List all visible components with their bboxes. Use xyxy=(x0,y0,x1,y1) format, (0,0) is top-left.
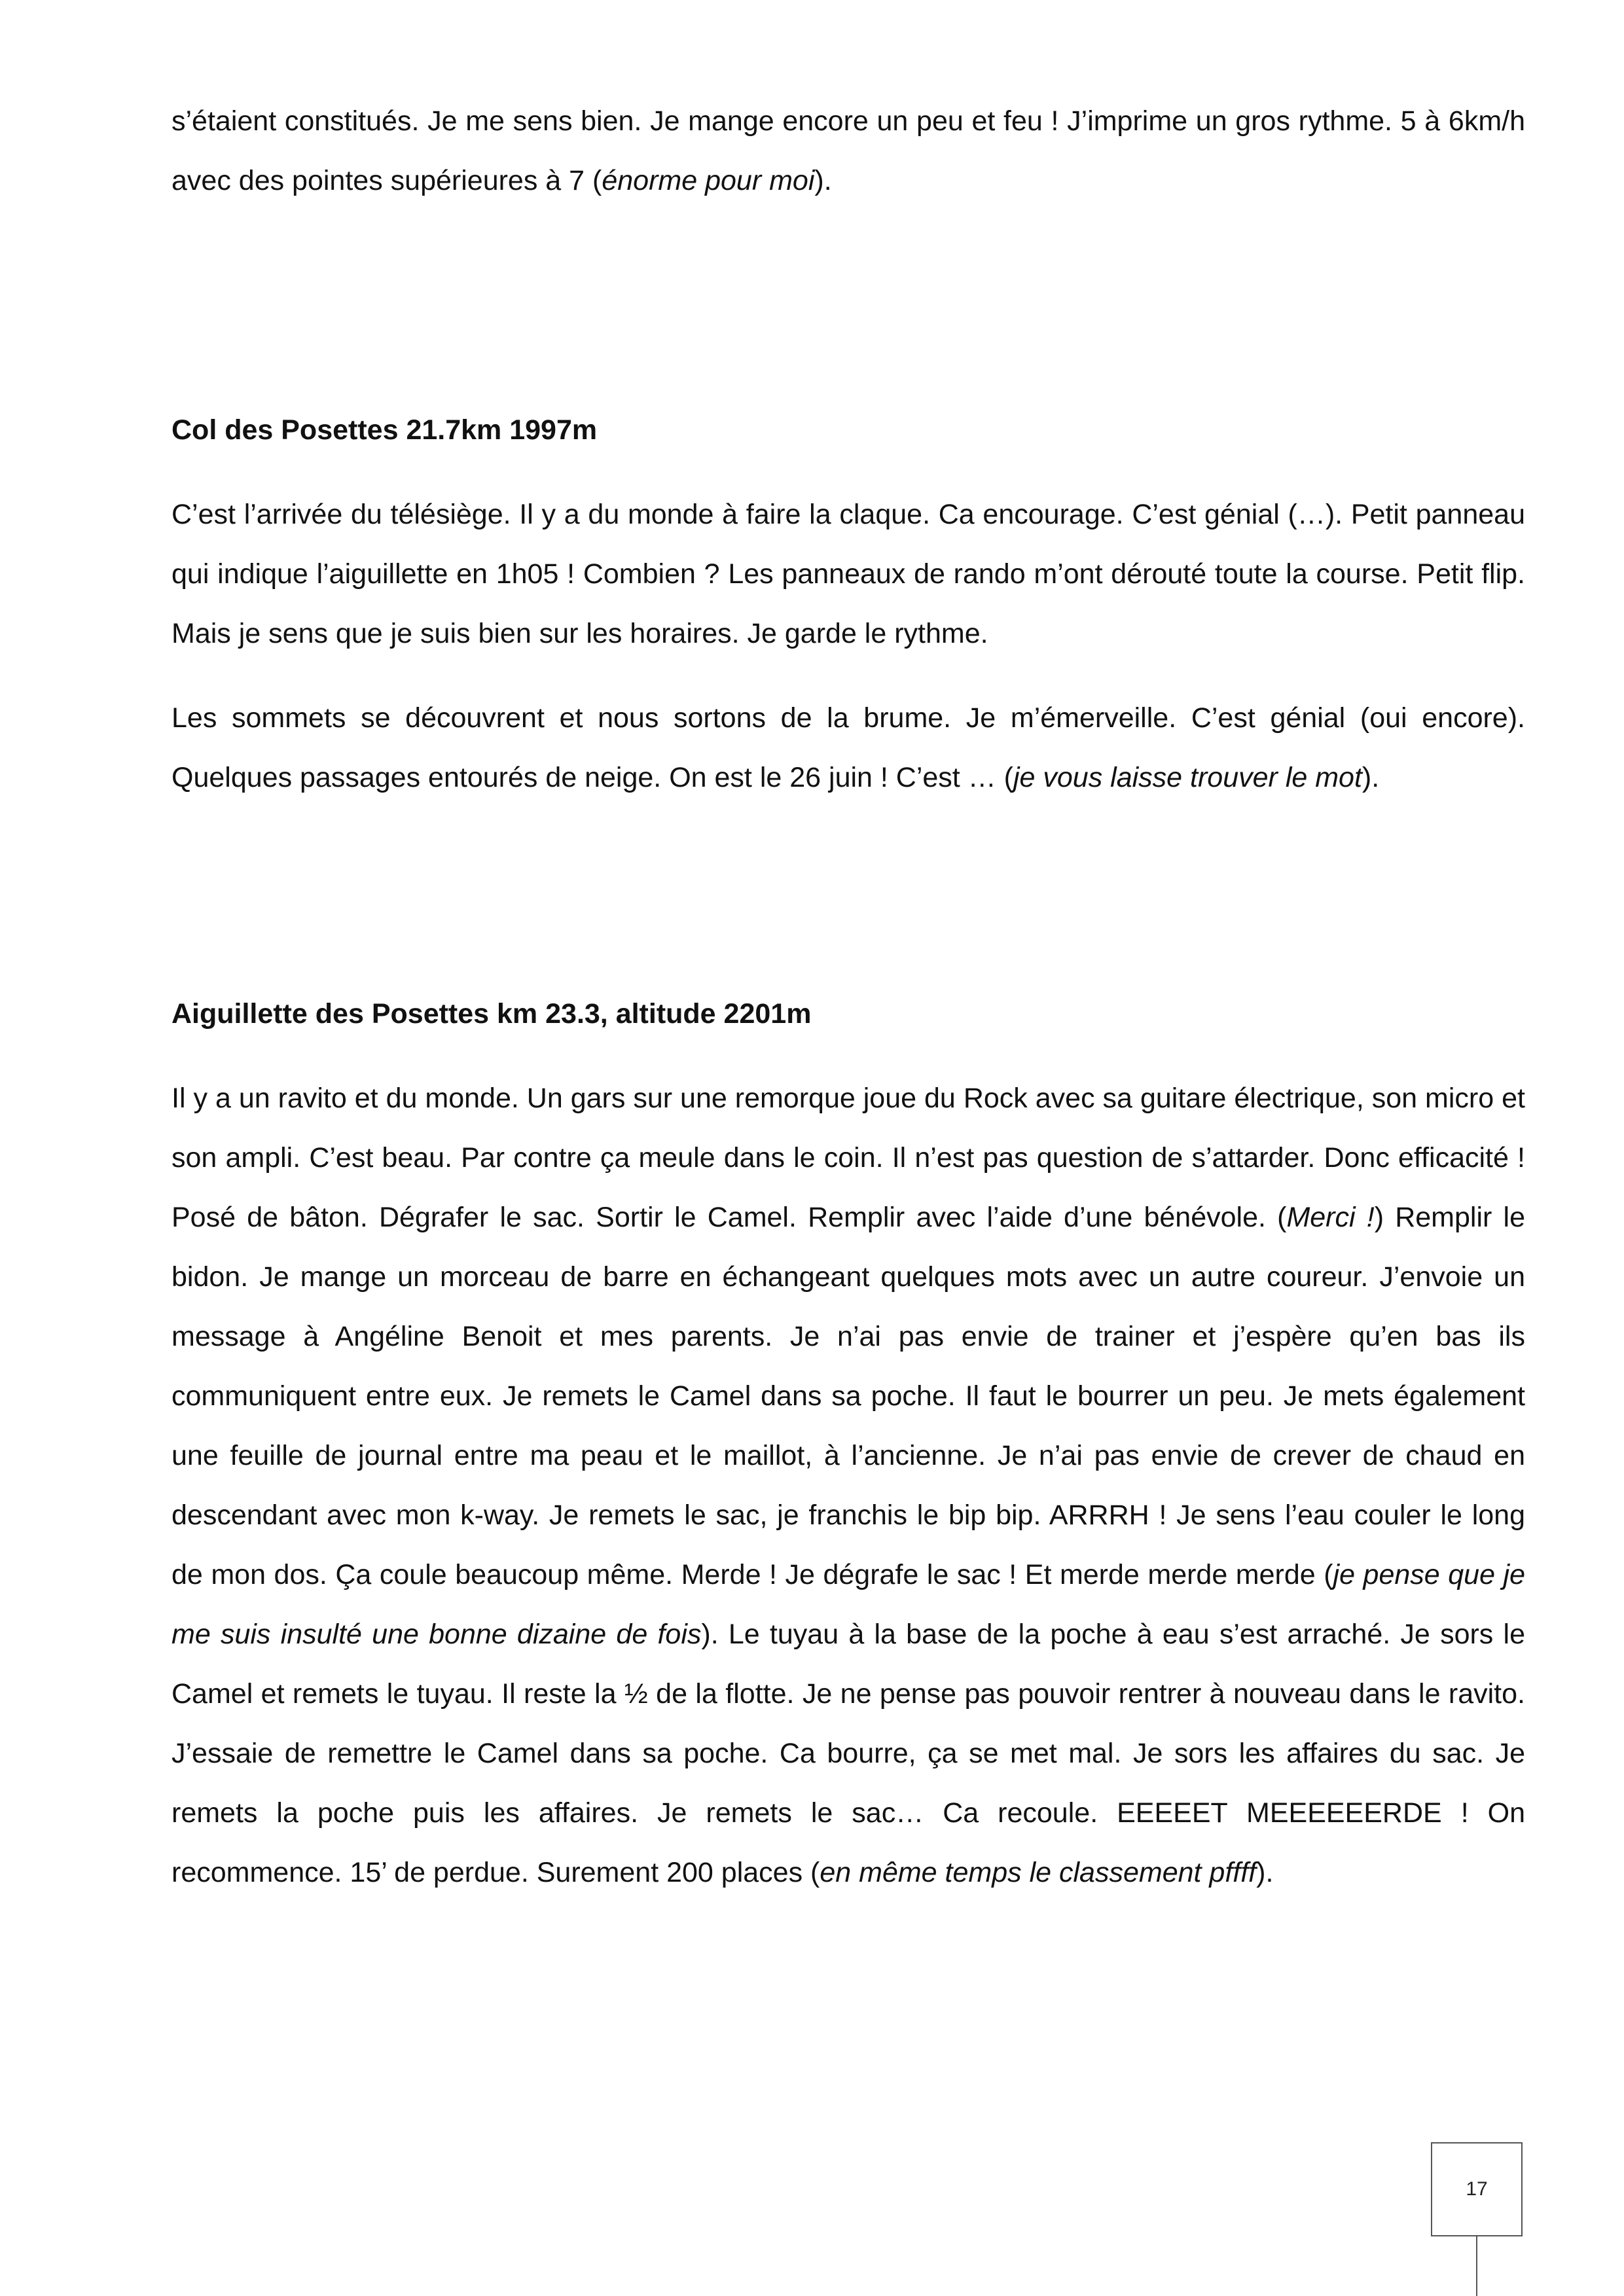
section2-text-b: ) Remplir le bidon. Je mange un morceau de barre en échangeant quelques mots avec un autre coureur. J’envoie un message à Angéline Benoit et mes parents. Je n’ai pas envie de trainer et j’espère qu’en bas ils communiquent entre eux. Je remets le Camel dans sa poche. Il faut le bourrer un peu. Je mets également une feuille de journal entre ma peau et le maillot, à l’ancienne. Je n’ai pas envie de crever de chaud en descendant avec mon k-way. Je remets le sac, je franchis le bip bip. ARRRH ! Je sens l’eau couler le long de mon dos. Ça coule beaucoup même. Merde ! Je dégrafe le sac ! Et merde merde merde ( xyxy=(171,1202,1525,1590)
spacer xyxy=(171,460,1525,485)
spacer xyxy=(171,1044,1525,1069)
page-number-box xyxy=(1431,2142,1523,2236)
section2-end: ). xyxy=(1256,1857,1274,1888)
section1-p2-end: ). xyxy=(1362,762,1380,793)
section1-p2-italic: je vous laisse trouver le mot xyxy=(1013,762,1362,793)
section2-italic-a: Merci ! xyxy=(1286,1202,1375,1233)
intro-end: ). xyxy=(814,165,832,196)
section2-italic-c: en même temps le classement pffff xyxy=(820,1857,1257,1888)
spacer xyxy=(171,808,1525,984)
section2-text-a: Il y a un ravito et du monde. Un gars sur une remorque joue du Rock avec sa guitare électrique, son micro et son ampli. C’est beau. Par contre ça meule dans le coin. Il n’est pas question de s’attarder. Donc efficacité ! Posé de bâton. Dégrafer le sac. Sortir le Camel. Remplir avec l’aide d’une bénévole. ( xyxy=(171,1083,1525,1233)
spacer xyxy=(171,211,1525,401)
section2-paragraph xyxy=(171,1069,1525,1903)
section2-italic-b: je pense que je me suis insulté une bonne dizaine de fois xyxy=(171,1559,1525,1650)
page-number-connector-line xyxy=(1476,2236,1477,2296)
document-page xyxy=(171,92,1525,1903)
section2-text-c: ). Le tuyau à la base de la poche à eau s’est arraché. Je sors le Camel et remets le tuyau. Il reste la ½ de la flotte. Je ne pense pas pouvoir rentrer à nouveau dans le ravito. J’essaie de remettre le Camel dans sa poche. Ca bourre, ça se met mal. Je sors les affaires du sac. Je remets la poche puis les affaires. Je remets le sac… Ca recoule. EEEEET MEEEEEERDE ! On recommence. 15’ de perdue. Surement 200 places ( xyxy=(171,1619,1525,1888)
page-number: 17 xyxy=(1466,2178,1488,2200)
intro-text: s’étaient constitués. Je me sens bien. Je mange encore un peu et feu ! J’imprime un gros rythme. 5 à 6km/h avec des pointes supérieures à 7 ( xyxy=(171,105,1525,196)
spacer xyxy=(171,664,1525,689)
section-heading-col-des-posettes: Col des Posettes 21.7km 1997m xyxy=(171,414,598,446)
intro-italic: énorme pour moi xyxy=(602,165,815,196)
intro-paragraph xyxy=(171,92,1525,211)
section-heading-aiguillette: Aiguillette des Posettes km 23.3, altitude 2201m xyxy=(171,998,812,1030)
section1-paragraph-1: C’est l’arrivée du télésiège. Il y a du monde à faire la claque. Ca encourage. C’est génial (…). Petit panneau qui indique l’aiguillette en 1h05 ! Combien ? Les panneaux de rando m’ont dérouté toute la course. Petit flip. Mais je sens que je suis bien sur les horaires. Je garde le rythme. xyxy=(171,499,1525,649)
section1-paragraph-2 xyxy=(171,689,1525,808)
section1-p2-text: Les sommets se découvrent et nous sortons de la brume. Je m’émerveille. C’est génial (oui encore). Quelques passages entourés de neige. On est le 26 juin ! C’est … ( xyxy=(171,702,1525,793)
